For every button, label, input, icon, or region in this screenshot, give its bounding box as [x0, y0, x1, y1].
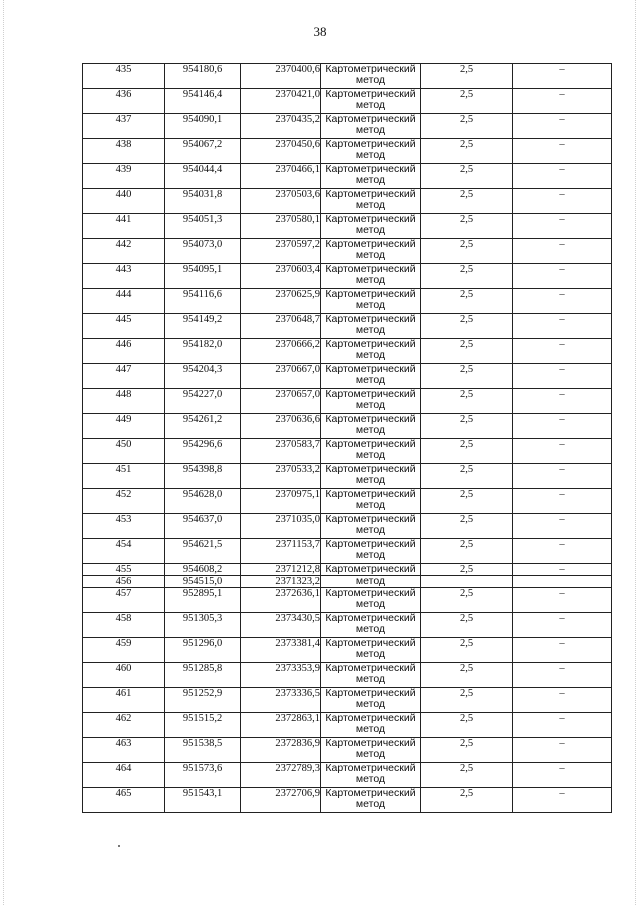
point-number-cell: 460: [83, 663, 165, 688]
y-coordinate-cell: 2370657,0: [241, 389, 321, 414]
accuracy-cell: 2,5: [421, 638, 513, 663]
y-coordinate-cell: 2370400,6: [241, 64, 321, 89]
accuracy-cell: 2,5: [421, 539, 513, 564]
method-cell: Картометрический метод: [321, 464, 421, 489]
method-cell: Картометрический метод: [321, 588, 421, 613]
x-coordinate-cell: 951573,6: [165, 763, 241, 788]
point-number-cell: 456: [83, 576, 165, 588]
description-cell: –: [513, 613, 612, 638]
accuracy-cell: 2,5: [421, 439, 513, 464]
point-number-cell: 439: [83, 164, 165, 189]
description-cell: –: [513, 389, 612, 414]
table-row: [83, 663, 612, 688]
accuracy-cell: 2,5: [421, 389, 513, 414]
y-coordinate-cell: 2370466,1: [241, 164, 321, 189]
table-row: [83, 688, 612, 713]
y-coordinate-cell: 2370435,2: [241, 114, 321, 139]
accuracy-cell: 2,5: [421, 514, 513, 539]
accuracy-cell: 2,5: [421, 788, 513, 813]
method-cell: Картометрический метод: [321, 364, 421, 389]
description-cell: –: [513, 139, 612, 164]
point-number-cell: 445: [83, 314, 165, 339]
table-row: [83, 389, 612, 414]
description-cell: –: [513, 763, 612, 788]
table-row: [83, 464, 612, 489]
description-cell: –: [513, 638, 612, 663]
y-coordinate-cell: 2372863,1: [241, 713, 321, 738]
point-number-cell: 438: [83, 139, 165, 164]
point-number-cell: 446: [83, 339, 165, 364]
method-cell: Картометрический метод: [321, 514, 421, 539]
description-cell: –: [513, 214, 612, 239]
description-cell: –: [513, 364, 612, 389]
table-row: [83, 489, 612, 514]
point-number-cell: 465: [83, 788, 165, 813]
accuracy-cell: 2,5: [421, 314, 513, 339]
table-row: [83, 239, 612, 264]
method-cell: Картометрический метод: [321, 139, 421, 164]
y-coordinate-cell: 2370533,2: [241, 464, 321, 489]
scan-speck: [118, 845, 120, 847]
x-coordinate-cell: 951285,8: [165, 663, 241, 688]
point-number-cell: 464: [83, 763, 165, 788]
description-cell: –: [513, 514, 612, 539]
y-coordinate-cell: 2370503,6: [241, 189, 321, 214]
method-cell: Картометрический метод: [321, 64, 421, 89]
x-coordinate-cell: 954180,6: [165, 64, 241, 89]
method-cell: Картометрический метод: [321, 89, 421, 114]
point-number-cell: 441: [83, 214, 165, 239]
accuracy-cell: 2,5: [421, 214, 513, 239]
table-row: [83, 189, 612, 214]
coordinates-table: [82, 63, 612, 813]
x-coordinate-cell: 954031,8: [165, 189, 241, 214]
method-cell: метод: [321, 576, 421, 588]
description-cell: –: [513, 114, 612, 139]
point-number-cell: 451: [83, 464, 165, 489]
x-coordinate-cell: 954116,6: [165, 289, 241, 314]
description-cell: [513, 576, 612, 588]
description-cell: –: [513, 713, 612, 738]
point-number-cell: 453: [83, 514, 165, 539]
accuracy-cell: 2,5: [421, 713, 513, 738]
x-coordinate-cell: 951252,9: [165, 688, 241, 713]
description-cell: –: [513, 738, 612, 763]
point-number-cell: 457: [83, 588, 165, 613]
accuracy-cell: 2,5: [421, 613, 513, 638]
table-row: [83, 763, 612, 788]
x-coordinate-cell: 954628,0: [165, 489, 241, 514]
description-cell: –: [513, 289, 612, 314]
point-number-cell: 452: [83, 489, 165, 514]
method-cell: Картометрический метод: [321, 339, 421, 364]
coordinates-table-body: [83, 64, 612, 813]
description-cell: –: [513, 314, 612, 339]
table-row: [83, 713, 612, 738]
method-cell: Картометрический метод: [321, 663, 421, 688]
y-coordinate-cell: 2372636,1: [241, 588, 321, 613]
table-row: [83, 164, 612, 189]
accuracy-cell: 2,5: [421, 164, 513, 189]
description-cell: –: [513, 788, 612, 813]
point-number-cell: 440: [83, 189, 165, 214]
description-cell: –: [513, 189, 612, 214]
accuracy-cell: 2,5: [421, 738, 513, 763]
description-cell: –: [513, 64, 612, 89]
point-number-cell: 461: [83, 688, 165, 713]
description-cell: –: [513, 688, 612, 713]
page-number: 38: [313, 24, 327, 39]
point-number-cell: 443: [83, 264, 165, 289]
accuracy-cell: 2,5: [421, 139, 513, 164]
method-cell: Картометрический метод: [321, 114, 421, 139]
point-number-cell: 462: [83, 713, 165, 738]
point-number-cell: 455: [83, 564, 165, 576]
description-cell: –: [513, 89, 612, 114]
method-cell: Картометрический метод: [321, 713, 421, 738]
description-cell: –: [513, 663, 612, 688]
table-row: [83, 364, 612, 389]
point-number-cell: 450: [83, 439, 165, 464]
description-cell: –: [513, 439, 612, 464]
table-row: [83, 564, 612, 576]
y-coordinate-cell: 2370421,0: [241, 89, 321, 114]
accuracy-cell: 2,5: [421, 688, 513, 713]
point-number-cell: 436: [83, 89, 165, 114]
point-number-cell: 458: [83, 613, 165, 638]
y-coordinate-cell: 2370603,4: [241, 264, 321, 289]
y-coordinate-cell: 2370625,9: [241, 289, 321, 314]
y-coordinate-cell: 2372789,3: [241, 763, 321, 788]
y-coordinate-cell: 2372706,9: [241, 788, 321, 813]
method-cell: Картометрический метод: [321, 613, 421, 638]
x-coordinate-cell: 951305,3: [165, 613, 241, 638]
method-cell: Картометрический метод: [321, 189, 421, 214]
x-coordinate-cell: 954044,4: [165, 164, 241, 189]
x-coordinate-cell: 951543,1: [165, 788, 241, 813]
description-cell: –: [513, 339, 612, 364]
x-coordinate-cell: 951515,2: [165, 713, 241, 738]
table-row: [83, 114, 612, 139]
accuracy-cell: 2,5: [421, 289, 513, 314]
table-row: [83, 339, 612, 364]
table-row: [83, 788, 612, 813]
y-coordinate-cell: 2370583,7: [241, 439, 321, 464]
accuracy-cell: 2,5: [421, 114, 513, 139]
x-coordinate-cell: 954227,0: [165, 389, 241, 414]
method-cell: Картометрический метод: [321, 738, 421, 763]
table-row: [83, 64, 612, 89]
table-row: [83, 588, 612, 613]
y-coordinate-cell: 2371323,2: [241, 576, 321, 588]
y-coordinate-cell: 2373336,5: [241, 688, 321, 713]
method-cell: Картометрический метод: [321, 688, 421, 713]
y-coordinate-cell: 2370667,0: [241, 364, 321, 389]
point-number-cell: 463: [83, 738, 165, 763]
y-coordinate-cell: 2372836,9: [241, 738, 321, 763]
x-coordinate-cell: 954637,0: [165, 514, 241, 539]
accuracy-cell: 2,5: [421, 89, 513, 114]
accuracy-cell: 2,5: [421, 64, 513, 89]
accuracy-cell: 2,5: [421, 339, 513, 364]
x-coordinate-cell: 954073,0: [165, 239, 241, 264]
y-coordinate-cell: 2373430,5: [241, 613, 321, 638]
table-row: [83, 638, 612, 663]
x-coordinate-cell: 954296,6: [165, 439, 241, 464]
accuracy-cell: 2,5: [421, 564, 513, 576]
x-coordinate-cell: 954051,3: [165, 214, 241, 239]
table-row: [83, 439, 612, 464]
x-coordinate-cell: 954149,2: [165, 314, 241, 339]
description-cell: –: [513, 414, 612, 439]
table-row: [83, 139, 612, 164]
table-row: [83, 738, 612, 763]
accuracy-cell: 2,5: [421, 364, 513, 389]
method-cell: Картометрический метод: [321, 214, 421, 239]
point-number-cell: 437: [83, 114, 165, 139]
x-coordinate-cell: 954090,1: [165, 114, 241, 139]
y-coordinate-cell: 2370975,1: [241, 489, 321, 514]
x-coordinate-cell: 954398,8: [165, 464, 241, 489]
x-coordinate-cell: 954621,5: [165, 539, 241, 564]
x-coordinate-cell: 951296,0: [165, 638, 241, 663]
method-cell: Картометрический метод: [321, 239, 421, 264]
y-coordinate-cell: 2371212,8: [241, 564, 321, 576]
point-number-cell: 447: [83, 364, 165, 389]
description-cell: –: [513, 564, 612, 576]
y-coordinate-cell: 2370450,6: [241, 139, 321, 164]
accuracy-cell: 2,5: [421, 239, 513, 264]
x-coordinate-cell: 954182,0: [165, 339, 241, 364]
y-coordinate-cell: 2370580,1: [241, 214, 321, 239]
point-number-cell: 444: [83, 289, 165, 314]
method-cell: Картометрический метод: [321, 264, 421, 289]
x-coordinate-cell: 952895,1: [165, 588, 241, 613]
point-number-cell: 449: [83, 414, 165, 439]
accuracy-cell: 2,5: [421, 264, 513, 289]
x-coordinate-cell: 954204,3: [165, 364, 241, 389]
accuracy-cell: 2,5: [421, 663, 513, 688]
accuracy-cell: 2,5: [421, 489, 513, 514]
method-cell: Картометрический метод: [321, 439, 421, 464]
accuracy-cell: 2,5: [421, 189, 513, 214]
x-coordinate-cell: 954146,4: [165, 89, 241, 114]
description-cell: –: [513, 539, 612, 564]
description-cell: –: [513, 489, 612, 514]
table-row: [83, 264, 612, 289]
point-number-cell: 454: [83, 539, 165, 564]
accuracy-cell: 2,5: [421, 414, 513, 439]
page-edge-left: [3, 0, 5, 905]
table-row: [83, 414, 612, 439]
point-number-cell: 435: [83, 64, 165, 89]
y-coordinate-cell: 2370648,7: [241, 314, 321, 339]
accuracy-cell: [421, 576, 513, 588]
method-cell: Картометрический: [321, 564, 421, 576]
accuracy-cell: 2,5: [421, 763, 513, 788]
x-coordinate-cell: 951538,5: [165, 738, 241, 763]
table-row: [83, 289, 612, 314]
y-coordinate-cell: 2373353,9: [241, 663, 321, 688]
table-row: [83, 89, 612, 114]
table-row: [83, 576, 612, 588]
method-cell: Картометрический метод: [321, 539, 421, 564]
y-coordinate-cell: 2370636,6: [241, 414, 321, 439]
table-row: [83, 539, 612, 564]
page-edge-right: [635, 0, 637, 905]
description-cell: –: [513, 588, 612, 613]
x-coordinate-cell: 954261,2: [165, 414, 241, 439]
accuracy-cell: 2,5: [421, 464, 513, 489]
method-cell: Картометрический метод: [321, 638, 421, 663]
method-cell: Картометрический метод: [321, 763, 421, 788]
table-row: [83, 214, 612, 239]
accuracy-cell: 2,5: [421, 588, 513, 613]
x-coordinate-cell: 954067,2: [165, 139, 241, 164]
y-coordinate-cell: 2371153,7: [241, 539, 321, 564]
point-number-cell: 459: [83, 638, 165, 663]
point-number-cell: 448: [83, 389, 165, 414]
method-cell: Картометрический метод: [321, 489, 421, 514]
point-number-cell: 442: [83, 239, 165, 264]
x-coordinate-cell: 954515,0: [165, 576, 241, 588]
description-cell: –: [513, 239, 612, 264]
table-row: [83, 613, 612, 638]
method-cell: Картометрический метод: [321, 164, 421, 189]
description-cell: –: [513, 164, 612, 189]
method-cell: Картометрический метод: [321, 389, 421, 414]
y-coordinate-cell: 2371035,0: [241, 514, 321, 539]
y-coordinate-cell: 2370666,2: [241, 339, 321, 364]
y-coordinate-cell: 2370597,2: [241, 239, 321, 264]
description-cell: –: [513, 264, 612, 289]
x-coordinate-cell: 954608,2: [165, 564, 241, 576]
y-coordinate-cell: 2373381,4: [241, 638, 321, 663]
method-cell: Картометрический метод: [321, 788, 421, 813]
description-cell: –: [513, 464, 612, 489]
x-coordinate-cell: 954095,1: [165, 264, 241, 289]
method-cell: Картометрический метод: [321, 414, 421, 439]
method-cell: Картометрический метод: [321, 289, 421, 314]
table-row: [83, 314, 612, 339]
table-row: [83, 514, 612, 539]
method-cell: Картометрический метод: [321, 314, 421, 339]
